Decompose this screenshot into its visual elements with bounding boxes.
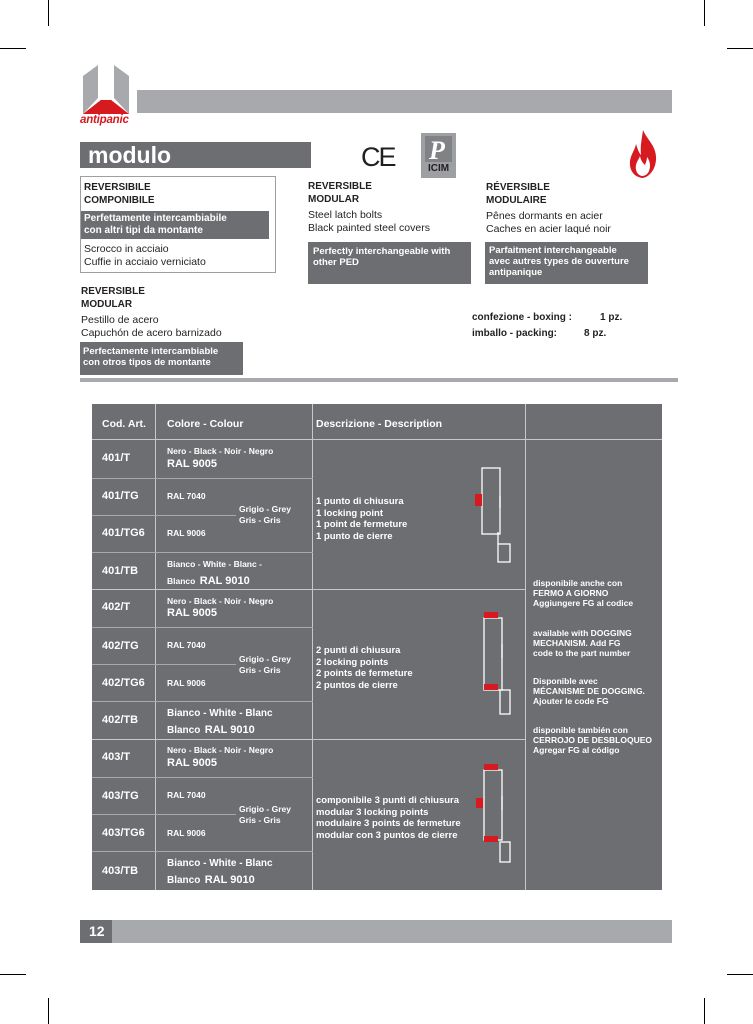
table-row-colour: Nero - Black - Noir - Negro	[167, 745, 274, 755]
italian-section	[80, 176, 276, 273]
italian-highlight: Perfettamente intercambiabile con altri tipi da montante	[81, 211, 269, 239]
english-text: Steel latch bolts Black painted steel covers	[308, 209, 430, 234]
spanish-heading: REVERSIBLE MODULAR	[81, 286, 145, 310]
table-row-ral: RAL 9006	[167, 828, 206, 838]
table-row-ral: RAL 9005	[167, 458, 217, 470]
table-row-code: 403/TB	[102, 865, 139, 877]
table-row-code: 402/TB	[102, 714, 139, 726]
header-colour: Colore - Colour	[167, 418, 244, 430]
crop-mark	[727, 48, 753, 49]
crop-mark	[704, 998, 705, 1024]
table-row-ral	[167, 720, 255, 738]
fire-icon	[627, 128, 659, 180]
table-row-ral	[167, 571, 250, 589]
note-english: available with DOGGING MECHANISM. Add FG code to the part number	[533, 628, 632, 658]
italian-heading: REVERSIBILE COMPONIBILE	[84, 182, 155, 206]
table-row-ral: RAL 7040	[167, 640, 206, 650]
spanish-highlight: Perfectamente intercambiable con otros tipos de montante	[80, 342, 243, 375]
title-bar	[80, 142, 311, 168]
table-row-code: 401/TG6	[102, 527, 145, 539]
table-row-ral: RAL 7040	[167, 790, 206, 800]
ral-value: RAL 9010	[204, 874, 255, 886]
table-row-code: 403/TG	[102, 790, 139, 802]
spanish-text: Pestillo de acero Capuchón de acero barnizado	[81, 314, 222, 339]
page-number: 12	[89, 923, 105, 939]
packing-label: imballo - packing:	[472, 328, 558, 339]
ral-value: RAL 9010	[204, 724, 255, 736]
antipanic-logo	[80, 62, 132, 130]
crop-mark	[48, 0, 49, 26]
header-description: Descrizione - Description	[316, 418, 443, 430]
page-title: modulo	[88, 142, 172, 168]
table-row-code: 401/TB	[102, 565, 139, 577]
table-row-ral: RAL 7040	[167, 491, 206, 501]
lock-3-point-icon	[472, 762, 512, 866]
table-row-ral: RAL 9005	[167, 607, 217, 619]
grey-label: Grigio - Grey Gris - Gris	[239, 504, 291, 525]
ral-prefix: Blanco	[167, 576, 196, 586]
italian-text: Scrocco in acciaio Cuffie in acciaio verniciato	[84, 243, 206, 268]
table-row-colour: Bianco - White - Blanc	[167, 708, 273, 719]
icim-label: ICIM	[427, 163, 450, 174]
table-row-code: 403/T	[102, 751, 131, 763]
header-code: Cod. Art.	[102, 418, 146, 430]
ce-mark-icon: CE	[361, 142, 395, 172]
logo-text: antipanic	[80, 114, 129, 126]
french-section	[486, 181, 656, 235]
note-italian: disponibile anche con FERMO A GIORNO Aggiungere FG al codice	[533, 578, 634, 608]
crop-mark	[0, 974, 26, 975]
svg-text:P: P	[429, 136, 445, 165]
english-heading: REVERSIBLE MODULAR	[308, 181, 372, 205]
note-spanish: disponible también con CERROJO DE DESBLOQUEO Agregar FG al código	[533, 725, 653, 755]
ral-value: RAL 9010	[199, 575, 250, 587]
crop-mark	[0, 48, 26, 49]
ral-prefix: Blanco	[167, 725, 201, 736]
boxing-value: 1 pz.	[600, 312, 623, 323]
table-row-ral	[167, 870, 255, 888]
crop-mark	[727, 974, 753, 975]
english-section	[308, 180, 473, 234]
table-row-colour: Bianco - White - Blanc	[167, 858, 273, 869]
grey-label: Grigio - Grey Gris - Gris	[239, 654, 291, 675]
spanish-section	[81, 285, 271, 339]
crop-mark	[48, 998, 49, 1024]
icim-certification-icon	[421, 133, 456, 178]
note-french: Disponible avec MÉCANISME DE DOGGING. Ajouter le code FG	[533, 676, 645, 706]
product-table	[92, 404, 662, 890]
header-bar	[137, 90, 672, 113]
boxing-label: confezione - boxing :	[472, 312, 572, 323]
table-row-colour: Nero - Black - Noir - Negro	[167, 596, 274, 606]
table-row-ral: RAL 9006	[167, 528, 206, 538]
lock-2-point-icon	[472, 610, 512, 728]
french-heading: RÉVERSIBLE MODULAIRE	[486, 182, 550, 206]
table-row-code: 402/TG	[102, 640, 139, 652]
ral-prefix: Blanco	[167, 875, 201, 886]
footer-bar	[80, 920, 672, 943]
section-divider	[80, 378, 678, 382]
crop-mark	[704, 0, 705, 26]
table-row-ral: RAL 9005	[167, 757, 217, 769]
english-highlight: Perfectly interchangeable with other PED	[308, 242, 471, 284]
table-row-colour: Bianco - White - Blanc -	[167, 559, 262, 569]
description-1: 1 punto di chiusura 1 locking point 1 point de fermeture 1 punto de cierre	[316, 496, 408, 542]
description-3: componibile 3 punti di chiusura modular 3 locking points modulaire 3 points de fermeture modular con 3 puntos de cierre	[316, 795, 461, 841]
french-text: Pênes dormants en acier Caches en acier laqué noir	[486, 210, 611, 235]
table-row-code: 401/T	[102, 452, 131, 464]
lock-1-point-icon	[472, 466, 512, 566]
table-row-code: 401/TG	[102, 490, 139, 502]
table-row-colour: Nero - Black - Noir - Negro	[167, 446, 274, 456]
logo-mark-icon	[80, 62, 132, 116]
table-row-code: 402/TG6	[102, 677, 145, 689]
packing-value: 8 pz.	[584, 328, 607, 339]
table-row-code: 402/T	[102, 601, 131, 613]
description-2: 2 punti di chiusura 2 locking points 2 points de fermeture 2 puntos de cierre	[316, 645, 413, 691]
french-highlight: Parfaitment interchangeable avec autres types de ouverture antipanique	[485, 242, 648, 284]
table-row-code: 403/TG6	[102, 827, 145, 839]
table-row-ral: RAL 9006	[167, 678, 206, 688]
grey-label: Grigio - Grey Gris - Gris	[239, 804, 291, 825]
